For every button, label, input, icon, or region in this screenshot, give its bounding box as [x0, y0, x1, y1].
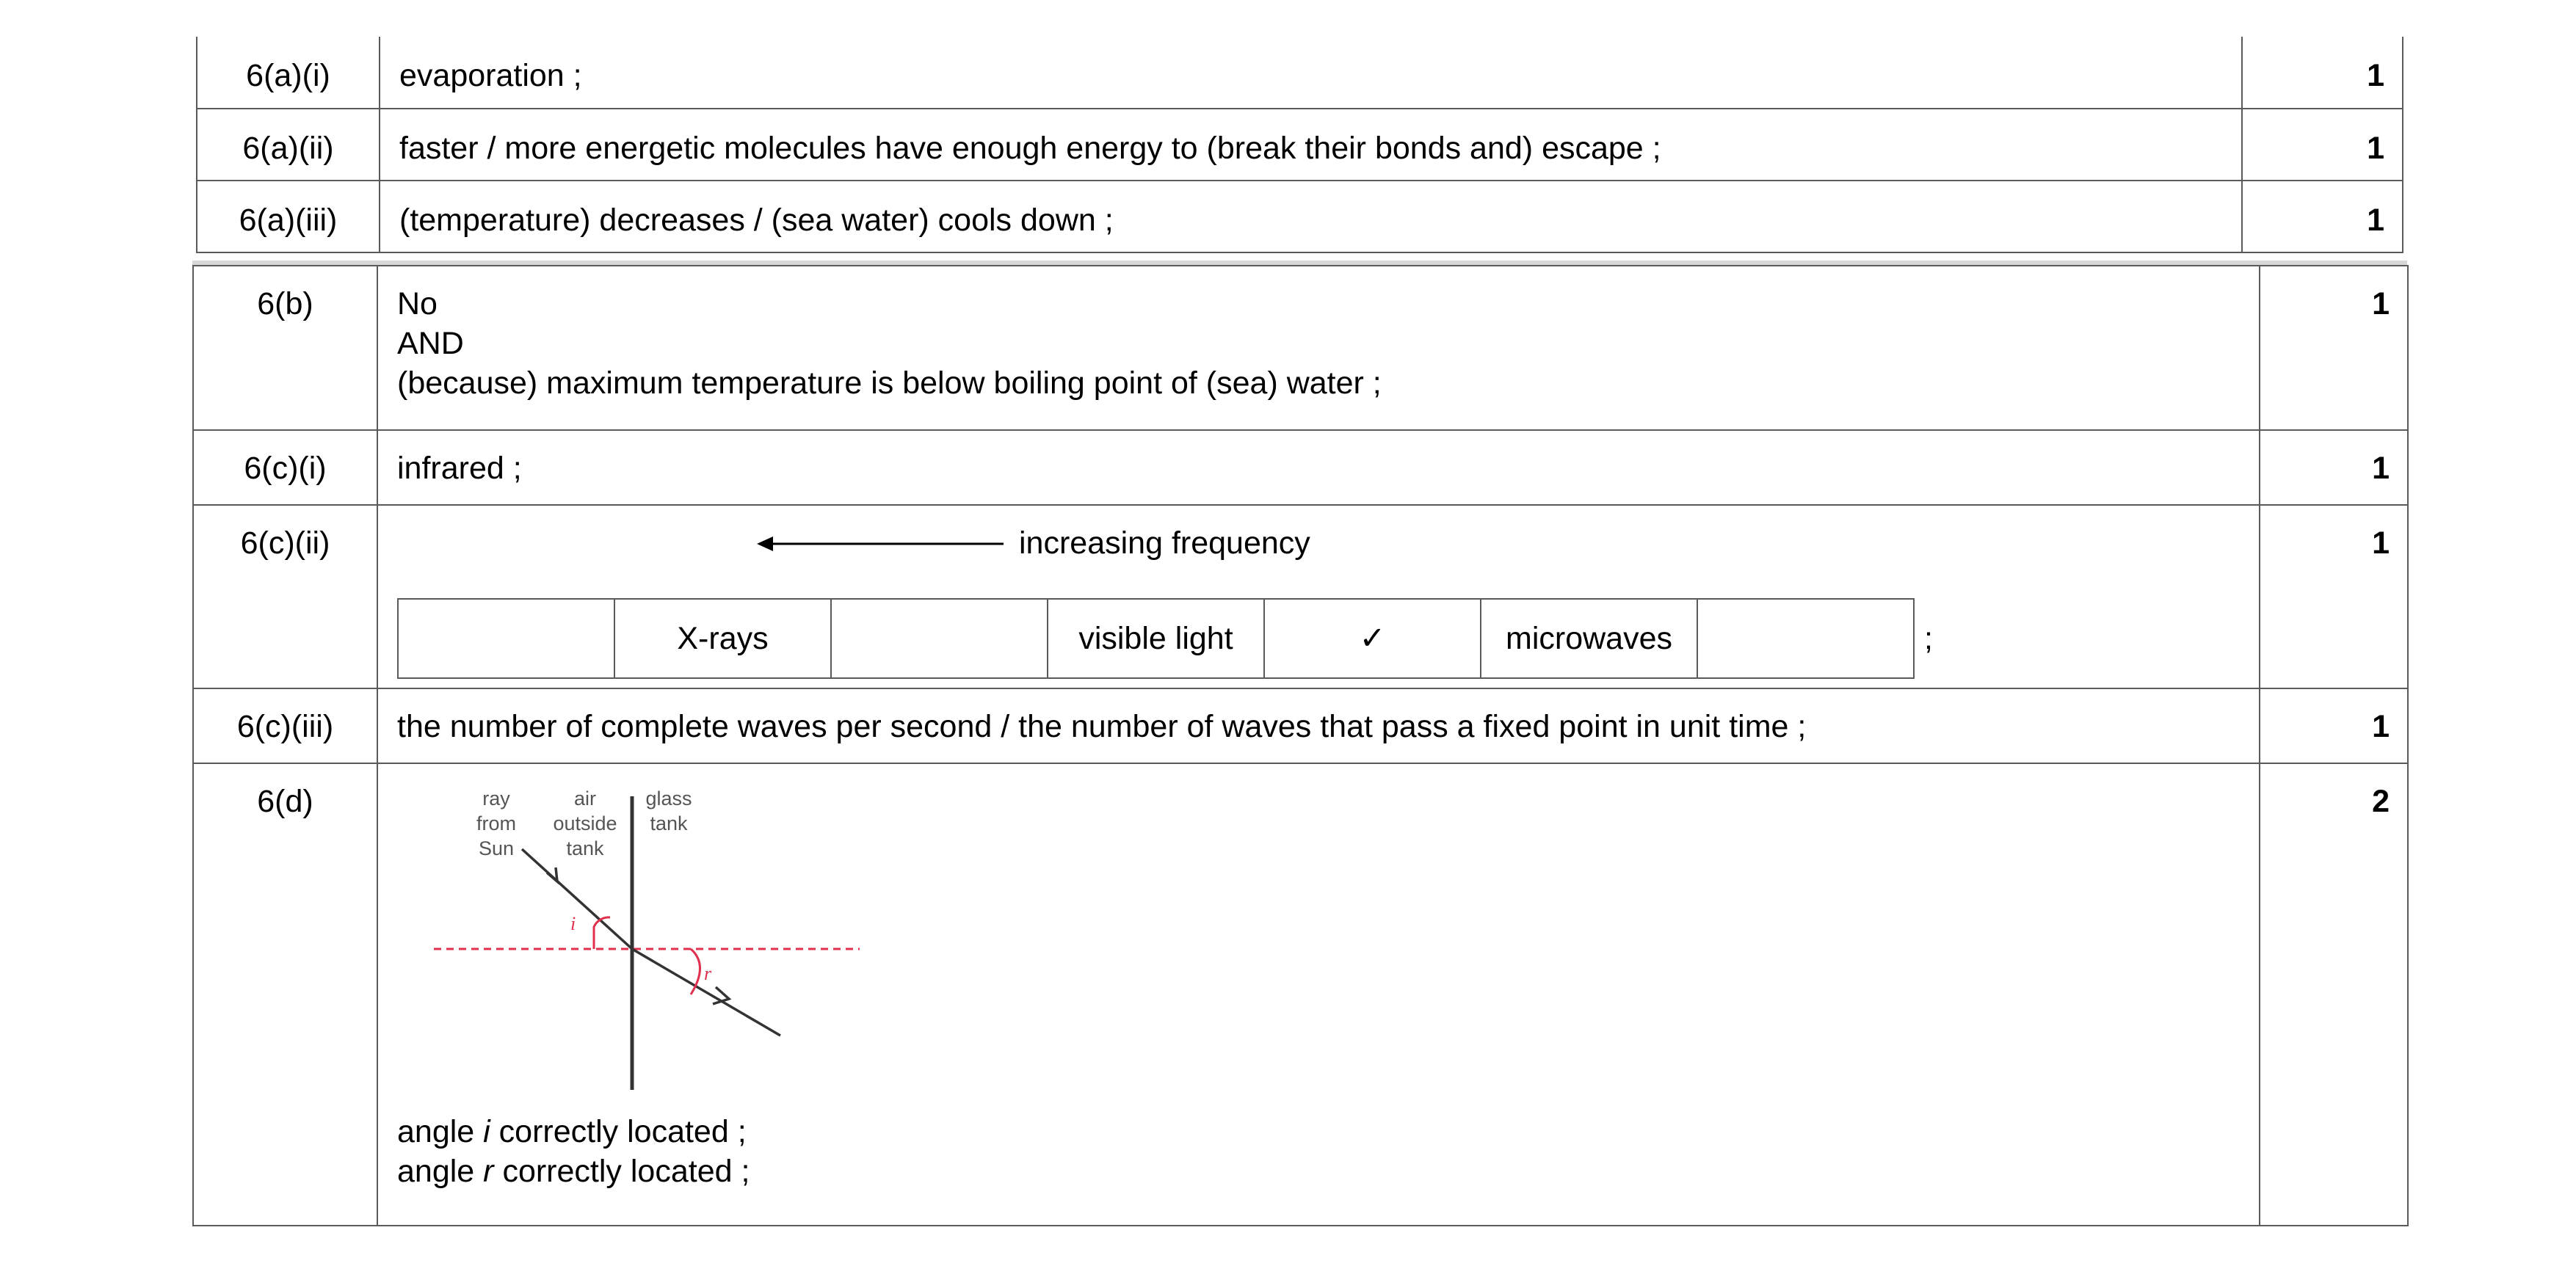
angle-r-label: r: [704, 963, 712, 984]
answer-lines: [397, 1112, 2258, 1191]
marks-value: 1: [2260, 505, 2408, 688]
air-label-1: air: [573, 787, 597, 810]
answer-text: (temperature) decreases / (sea water) cools down ;: [380, 181, 2242, 252]
refraction-diagram: [427, 782, 896, 1097]
answer-line: No: [397, 286, 438, 321]
spectrum-cell: microwaves: [1481, 599, 1697, 678]
air-label-2: outside: [553, 812, 617, 834]
table-row: [197, 109, 2403, 181]
spectrum-cell: X-rays: [614, 599, 831, 678]
question-number: 6(a)(iii): [197, 181, 380, 252]
marks-value: 1: [2260, 430, 2408, 505]
ray-label-3: Sun: [478, 837, 515, 859]
table-row: [193, 505, 2408, 688]
answer-line: [397, 1152, 2258, 1191]
angle-i-label: i: [570, 913, 576, 934]
spectrum-table: [397, 598, 1915, 679]
answer-terminator: ;: [1924, 621, 1933, 656]
air-label-3: tank: [566, 837, 604, 859]
table-row: [193, 266, 2408, 430]
ray-label-1: ray: [482, 787, 510, 810]
answer-text: the number of complete waves per second / the number of waves that pass a fixed point in unit time ;: [377, 688, 2260, 763]
table-row: [193, 688, 2408, 763]
question-number: 6(c)(ii): [193, 505, 377, 688]
text-fragment: angle: [397, 1154, 484, 1189]
ray-label-2: from: [476, 812, 516, 834]
question-number: 6(b): [193, 266, 377, 430]
arrowhead-icon: [713, 987, 729, 1004]
variable-r: r: [483, 1154, 494, 1189]
spectrum-cell: visible light: [1048, 599, 1264, 678]
table-row: [193, 763, 2408, 1226]
answer-text: evaporation ;: [380, 37, 2242, 109]
marks-value: 1: [2260, 266, 2408, 430]
spectrum-cell: [1697, 599, 1914, 678]
question-number: 6(a)(i): [197, 37, 380, 109]
table-row: [197, 37, 2403, 109]
answer-line: [397, 1112, 2258, 1152]
frequency-arrow-row: [397, 523, 2258, 598]
question-number: 6(c)(iii): [193, 688, 377, 763]
answer-text: infrared ;: [377, 430, 2260, 505]
table-row: [197, 181, 2403, 252]
variable-i: i: [483, 1114, 490, 1149]
question-number: 6(a)(ii): [197, 109, 380, 181]
marks-value: 2: [2260, 763, 2408, 1226]
text-fragment: angle: [397, 1114, 484, 1149]
question-number: 6(d): [193, 763, 377, 1226]
text-fragment: correctly located ;: [490, 1114, 747, 1149]
marks-value: 1: [2242, 109, 2403, 181]
incident-ray: [522, 849, 632, 949]
spectrum-cell: [398, 599, 614, 678]
marks-value: 1: [2242, 37, 2403, 109]
spectrum-row: [398, 599, 1914, 678]
glass-label-1: glass: [645, 787, 692, 810]
table-row: [193, 430, 2408, 505]
refracted-ray: [632, 949, 780, 1036]
answer-text: [377, 266, 2260, 430]
answer-text: faster / more energetic molecules have enough energy to (break their bonds and) escape ;: [380, 109, 2242, 181]
answer-line: AND: [397, 326, 464, 361]
answer-line: (because) maximum temperature is below boiling point of (sea) water ;: [397, 365, 1382, 401]
frequency-label: increasing frequency: [1019, 525, 1310, 561]
spectrum-cell-tick: ✓: [1264, 599, 1481, 678]
arrowhead-icon: [547, 867, 557, 881]
glass-label-2: tank: [650, 812, 688, 834]
answer-spectrum: [377, 505, 2260, 688]
question-number: 6(c)(i): [193, 430, 377, 505]
mark-scheme-table-part-a: [196, 37, 2403, 253]
answer-diagram-cell: [377, 763, 2260, 1226]
left-arrow-icon: [757, 532, 1006, 556]
marks-value: 1: [2242, 181, 2403, 252]
mark-scheme-table-part-b: [192, 265, 2409, 1226]
marks-value: 1: [2260, 688, 2408, 763]
spectrum-cell: [831, 599, 1048, 678]
text-fragment: correctly located ;: [493, 1154, 750, 1189]
